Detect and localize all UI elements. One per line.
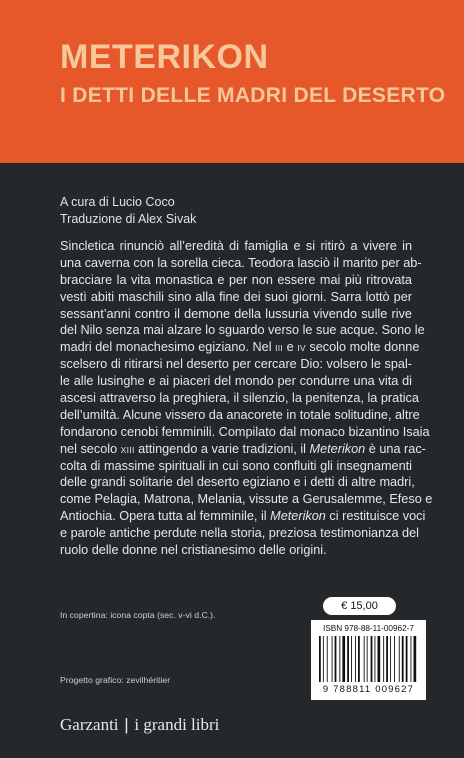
series-name: i grandi libri: [134, 715, 220, 734]
barcode-bar: [375, 636, 376, 682]
barcode-bar: [319, 636, 321, 682]
barcode-bar: [355, 636, 356, 682]
blurb-line: colta di massime spirituali in cui sono confluiti gli insegnamenti: [60, 458, 412, 473]
design-credit: Progetto grafico: zevilhéritier: [60, 675, 171, 685]
barcode-number: 9 788811 009627: [322, 684, 415, 695]
blurb-line: vestì abiti maschili sino alla fine dei suoi giorni. Sarra lottò per: [60, 289, 412, 304]
barcode-bar: [339, 636, 340, 682]
barcode-bar: [358, 636, 360, 682]
blurb-line: come Pelagia, Matrona, Melania, vissute a Gerusalemme, Efeso e: [60, 492, 433, 507]
blurb-line: fondarono cenobi femminili. Compilato dal monaco bizantino Isaia: [60, 424, 430, 439]
barcode-graphic: [319, 636, 418, 682]
barcode-bar: [335, 636, 337, 682]
barcode-bar: [394, 636, 395, 682]
blurb-line: una caverna con la sorella cieca. Teodora lasciò il marito per ab-: [60, 255, 422, 270]
blurb-line: ascesi attraverso la preghiera, il silenzio, la penitenza, la pratica: [60, 391, 419, 406]
barcode-bar: [406, 636, 408, 682]
curator-credit: A cura di Lucio Coco: [60, 195, 175, 209]
blurb-line: sessant’anni contro il demone della lussuria vivendo sulle rive: [60, 306, 412, 321]
barcode-bar: [342, 636, 345, 682]
blurb-line: ruolo delle donne nel cristianesimo delle origini.: [60, 543, 327, 558]
blurb-line: e parole antiche perdute nella storia, preziosa testimonianza del: [60, 526, 419, 541]
book-subtitle: I DETTI DELLE MADRI DEL DESERTO: [60, 84, 446, 107]
blurb-line: delle grandi solitarie del deserto egiziano e i detti di altre madri,: [60, 475, 415, 490]
barcode-bar: [386, 636, 388, 682]
barcode-bar: [364, 636, 365, 682]
blurb-line: del Nilo senza mai alzare lo sguardo verso le sue acque. Sono le: [60, 323, 425, 338]
cover-image-note: In copertina: icona copta (sec. v-vi d.C.).: [60, 610, 216, 620]
price-sticker: € 15,00: [323, 597, 396, 615]
barcode-panel: [311, 620, 426, 700]
barcode-bar: [411, 636, 412, 682]
title-band: [0, 0, 464, 163]
barcode-bar: [402, 636, 404, 682]
barcode-bar: [327, 636, 328, 682]
back-cover-blurb: [60, 238, 433, 559]
logo-separator: |: [119, 715, 134, 734]
publisher-logo: [60, 715, 219, 735]
book-title: METERIKON: [60, 38, 269, 76]
blurb-line: nel secolo XIII attingendo a varie tradizioni, il Meterikon è una rac-: [60, 441, 426, 456]
barcode-bar: [351, 636, 352, 682]
publisher-name: Garzanti: [60, 715, 119, 734]
credits: [60, 194, 196, 228]
barcode-bar: [347, 636, 349, 682]
barcode-bar: [367, 636, 368, 682]
blurb-line: madri del monachesimo egiziano. Nel III e IV secolo molte donne: [60, 340, 420, 355]
barcode-bar: [332, 636, 333, 682]
blurb-line: Sincletica rinunciò all’eredità di famiglia e si ritirò a vivere in: [60, 239, 412, 253]
barcode-bar: [378, 636, 381, 682]
barcode-bar: [390, 636, 391, 682]
isbn-label: ISBN 978-88-11-00962-7: [323, 624, 414, 633]
blurb-line: bracciare la vita monastica e per non essere mai più ritrovata: [60, 272, 412, 287]
blurb-line: scelsero di ritirarsi nel deserto per cercare Dio: volsero le spal-: [60, 357, 412, 372]
barcode-bar: [323, 636, 324, 682]
blurb-line: dell’umiltà. Alcune vissero da anacorete in totale solitudine, altre: [60, 407, 420, 422]
blurb-line: le alle lusinghe e ai piaceri del mondo per condurre una vita di: [60, 374, 412, 389]
barcode-bar: [414, 636, 417, 682]
barcode-bar: [371, 636, 373, 682]
blurb-line: Antiochia. Opera tutta al femminile, il Meterikon ci restituisce voci: [60, 509, 426, 524]
translator-credit: Traduzione di Alex Sivak: [60, 212, 197, 226]
barcode-bar: [383, 636, 384, 682]
barcode-bar: [399, 636, 400, 682]
